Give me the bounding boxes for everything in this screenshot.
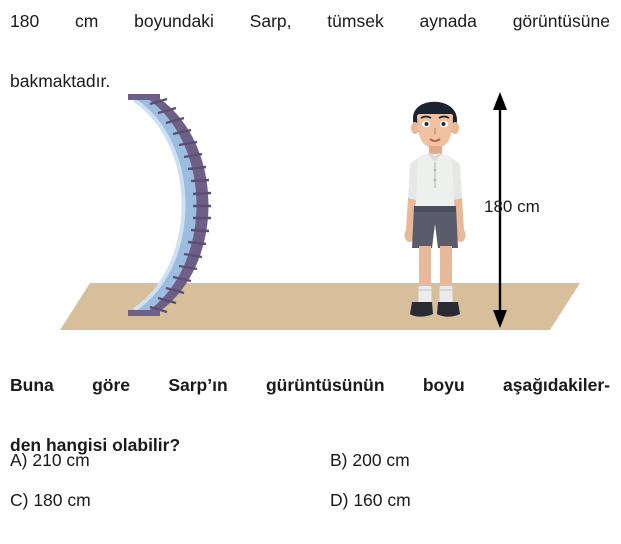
option-d[interactable]: D) 160 cm (330, 490, 411, 510)
prompt-line-2: den hangisi olabilir? (10, 435, 181, 455)
stem-line-2: bakmaktadır. (10, 71, 111, 91)
option-a[interactable]: A) 210 cm (10, 450, 90, 470)
answer-options (10, 448, 610, 528)
option-b[interactable]: B) 200 cm (330, 450, 410, 470)
option-row-1 (10, 448, 610, 488)
option-c[interactable]: C) 180 cm (10, 490, 91, 510)
prompt-line-1: Buna göre Sarp’ın gürüntüsünün boyu aşağıdakiler- (10, 375, 610, 395)
convex-mirror (120, 90, 250, 320)
height-label: 180 cm (484, 197, 540, 216)
question-prompt (10, 370, 610, 460)
figure-illustration (0, 80, 621, 345)
stem-line-1: 180 cm boyundaki Sarp, tümsek aynada görüntüsüne (10, 11, 610, 31)
option-row-2 (10, 488, 610, 528)
